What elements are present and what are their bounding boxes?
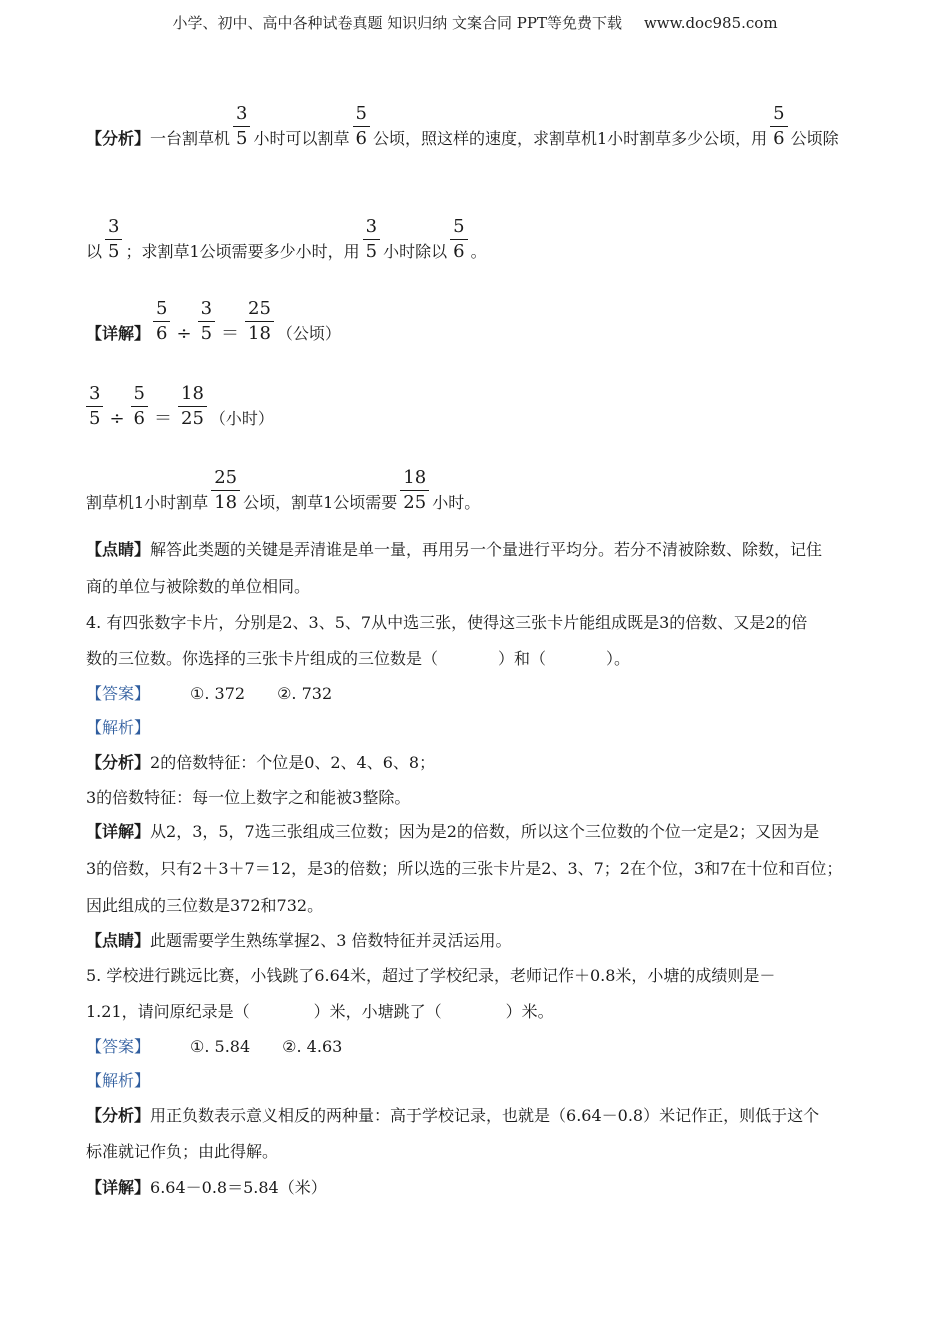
fraction-3-5: $\frac{3}{5}$ — [86, 385, 103, 428]
q5-answer — [86, 1037, 342, 1057]
q4-line-2 — [86, 649, 630, 669]
q5-analysis-2 — [86, 1142, 278, 1162]
text: 。 — [470, 242, 487, 261]
text: 公顷，照这样的速度，求割草机1小时割草多少公顷，用 — [372, 129, 768, 148]
text: 因此组成的三位数是372和732。 — [86, 896, 324, 915]
text: 公顷除 — [790, 129, 839, 148]
analysis-tag: 【分析】 — [86, 129, 151, 148]
detail-tag: 【详解】 — [86, 324, 151, 343]
text: 公顷，割草1公顷需要 — [243, 493, 398, 512]
question-text: ）。 — [606, 649, 631, 668]
fraction-5-6: $\frac{5}{6}$ — [131, 385, 148, 428]
conclusion-line — [86, 467, 481, 525]
fraction-25-18: $\frac{25}{18}$ — [245, 300, 274, 343]
text: 3的倍数，只有2＋3＋7＝12，是3的倍数；所以选的三张卡片是2、3、7；2在个位，3和7在十位和百位； — [86, 859, 843, 878]
jiexi-tag: 【解析】 — [86, 1071, 151, 1090]
detail-tag: 【详解】 — [86, 822, 151, 841]
fraction-18-25: $\frac{18}{25}$ — [178, 385, 207, 428]
jiexi-tag: 【解析】 — [86, 718, 151, 737]
text: 以 — [86, 242, 103, 261]
fraction-3-5: $\frac{3}{5}$ — [233, 105, 250, 148]
q5-line-1 — [86, 966, 775, 986]
text: 小时除以 — [383, 242, 448, 261]
q4-detail-1 — [86, 822, 819, 842]
question-text: ）和（ — [498, 649, 547, 668]
question-text: ）米，小塘跳了（ — [313, 1002, 442, 1021]
divide-sign: ÷ — [109, 408, 125, 429]
header-site-link[interactable]: www.doc985.com — [643, 14, 778, 32]
fraction-3-5: $\frac{3}{5}$ — [198, 300, 215, 343]
text: 用正负数表示意义相反的两种量：高于学校记录，也就是（6.64－0.8）米记作正，则低于这个 — [150, 1106, 820, 1125]
answer-tag: 【答案】 — [86, 684, 151, 703]
question-text: 数的三位数。你选择的三张卡片组成的三位数是（ — [86, 649, 439, 668]
detail-equation-2 — [86, 383, 274, 441]
fraction-5-6: $\frac{5}{6}$ — [770, 105, 787, 148]
header-ad-text: 小学、初中、高中各种试卷真题 知识归纳 文案合同 PPT等免费下载 — [172, 14, 622, 32]
point-line-1 — [86, 540, 822, 560]
analysis-line-1 — [86, 103, 839, 161]
analysis-tag: 【分析】 — [86, 1106, 151, 1125]
fraction-3-5: $\frac{3}{5}$ — [105, 218, 122, 261]
question-text: 1.21，请问原纪录是（ — [86, 1002, 250, 1021]
q4-jiexi — [86, 718, 150, 738]
point-tag: 【点睛】 — [86, 540, 151, 559]
text: 小时可以割草 — [253, 129, 350, 148]
text: 3的倍数特征：每一位上数字之和能被3整除。 — [86, 788, 411, 807]
text: 解答此类题的关键是弄清谁是单一量，再用另一个量进行平均分。若分不清被除数、除数，记住 — [150, 540, 823, 559]
q4-point — [86, 931, 511, 951]
text: 6.64－0.8＝5.84（米） — [150, 1178, 327, 1197]
text: 割草机1小时割草 — [86, 493, 209, 512]
page-header — [0, 12, 950, 33]
answer-1: ①. 372 — [190, 684, 246, 703]
point-line-2 — [86, 577, 310, 597]
fraction-5-6: $\frac{5}{6}$ — [450, 218, 467, 261]
fraction-5-6: $\frac{5}{6}$ — [153, 300, 170, 343]
text: 此题需要学生熟练掌握2、3 倍数特征并灵活运用。 — [150, 931, 512, 950]
detail-tag: 【详解】 — [86, 1178, 151, 1197]
detail-equation-1 — [86, 298, 341, 356]
text: 小时。 — [432, 493, 481, 512]
unit-label: （小时） — [209, 409, 274, 428]
q4-analysis-2 — [86, 788, 410, 808]
q5-analysis-1 — [86, 1106, 819, 1126]
q5-line-2 — [86, 1002, 554, 1022]
q4-detail-2 — [86, 859, 842, 879]
question-text: 4. 有四张数字卡片，分别是2、3、5、7从中选三张，使得这三张卡片能组成既是3的倍数、又是2的倍 — [86, 613, 808, 632]
text: 商的单位与被除数的单位相同。 — [86, 577, 311, 596]
question-text: ）米。 — [505, 1002, 554, 1021]
answer-2: ②. 4.63 — [282, 1037, 343, 1056]
answer-tag: 【答案】 — [86, 1037, 151, 1056]
unit-label: （公顷） — [276, 324, 341, 343]
equals-sign: ＝ — [154, 408, 172, 429]
fraction-25-18: $\frac{25}{18}$ — [211, 469, 240, 512]
text: 从2，3，5，7选三张组成三位数；因为是2的倍数，所以这个三位数的个位一定是2；又因为是 — [150, 822, 820, 841]
analysis-tag: 【分析】 — [86, 753, 151, 772]
q4-analysis-1 — [86, 753, 435, 773]
point-tag: 【点睛】 — [86, 931, 151, 950]
question-text: 5. 学校进行跳远比赛，小钱跳了6.64米，超过了学校纪录，老师记作＋0.8米，小塘的成绩则是－ — [86, 966, 776, 985]
fraction-3-5: $\frac{3}{5}$ — [363, 218, 380, 261]
q4-answer — [86, 684, 332, 704]
q5-detail-1 — [86, 1178, 327, 1198]
equals-sign: ＝ — [221, 323, 240, 344]
divide-sign: ÷ — [176, 323, 192, 344]
answer-1: ①. 5.84 — [190, 1037, 251, 1056]
text: ；求割草1公顷需要多少小时，用 — [125, 242, 360, 261]
text: 一台割草机 — [150, 129, 231, 148]
analysis-line-2 — [86, 216, 487, 274]
q4-detail-3 — [86, 896, 323, 916]
fraction-18-25: $\frac{18}{25}$ — [400, 469, 429, 512]
text: 标准就记作负；由此得解。 — [86, 1142, 279, 1161]
text: 2的倍数特征：个位是0、2、4、6、8； — [150, 753, 436, 772]
fraction-5-6: $\frac{5}{6}$ — [353, 105, 370, 148]
answer-2: ②. 732 — [277, 684, 333, 703]
q4-line-1 — [86, 613, 807, 633]
q5-jiexi — [86, 1071, 150, 1091]
